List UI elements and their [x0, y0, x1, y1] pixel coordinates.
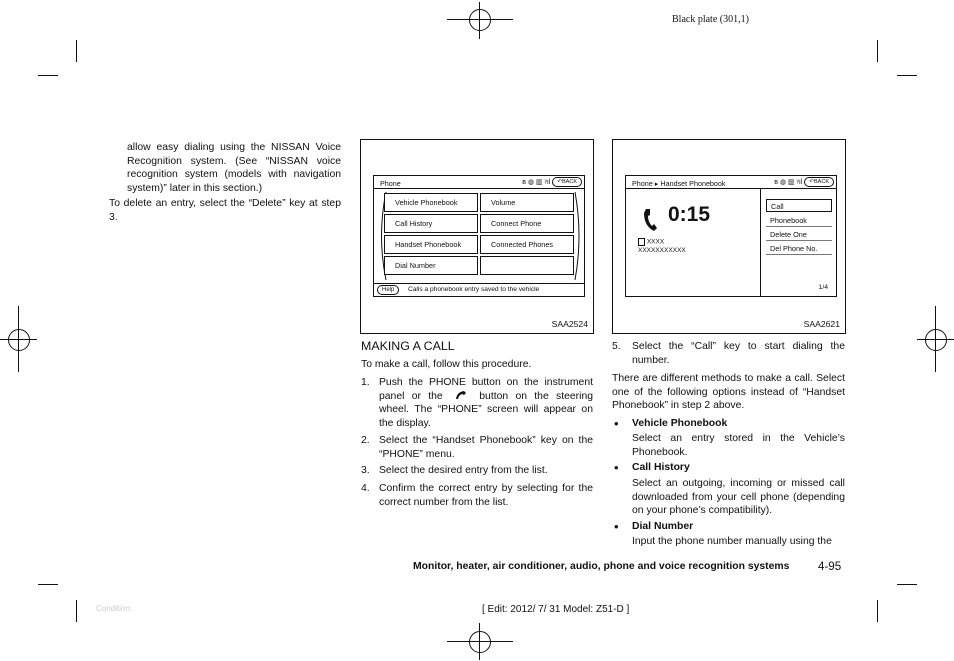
caller-info: XXXX XXXXXXXXXXX — [638, 238, 686, 254]
step-number: 3. — [361, 465, 370, 476]
left-para-1: allow easy dialing using the NISSAN Voice Recognition system. (See “NISSAN voice recognition system (models with navigation system)” later in this section.) — [127, 142, 341, 194]
call-timer: 0:15 — [668, 203, 711, 226]
bullet-text-dial-number: Input the phone number manually using the — [632, 536, 832, 547]
step-3: Select the desired entry from the list. — [379, 465, 548, 476]
footer-section-title: Monitor, heater, air conditioner, audio, phone and voice recognition systems — [413, 561, 790, 572]
btn-vehicle-phonebook[interactable]: Vehicle Phonebook — [384, 193, 478, 212]
call-panel — [626, 189, 761, 296]
step-number: 5. — [612, 341, 621, 352]
battery-icon: ▥ — [536, 179, 543, 186]
step-number: 2. — [361, 435, 370, 446]
side-menu — [766, 199, 834, 277]
btn-empty[interactable] — [480, 256, 574, 275]
menu-delete-one[interactable]: Delete One — [766, 228, 832, 241]
step-2: Select the “Handset Phonebook” key on the “PHONE” menu. — [379, 435, 593, 460]
back-icon: ↶ — [557, 179, 563, 185]
phonebook-screen — [625, 175, 837, 297]
methods-intro: There are different methods to make a call. Select one of the following options instead of “Handset Phonebook” in step 2 above. — [612, 373, 845, 412]
intro-text: To make a call, follow this procedure. — [361, 359, 532, 370]
bluetooth-icon: ʙ — [522, 178, 526, 186]
phone-signal-icon: ◍ — [527, 179, 535, 186]
bullet-title-vehicle-phonebook: Vehicle Phonebook — [632, 418, 728, 429]
edit-info: [ Edit: 2012/ 7/ 31 Model: Z51-D ] — [482, 604, 630, 615]
figure-phone-menu — [360, 139, 594, 334]
btn-connected-phones[interactable]: Connected Phones — [480, 235, 574, 254]
antenna-icon: ᵞıl — [544, 178, 551, 186]
antenna-icon: ᵞıl — [796, 178, 803, 186]
menu-call[interactable]: Call — [766, 199, 832, 212]
handset-icon — [642, 208, 658, 232]
bullet-title-call-history: Call History — [632, 462, 690, 473]
plate-label: Black plate (301,1) — [672, 14, 749, 25]
back-icon: ↶ — [809, 179, 815, 185]
back-button[interactable]: ↶BACK — [804, 177, 834, 187]
battery-icon: ▥ — [788, 179, 795, 186]
bullet-text-vehicle-phonebook: Select an entry stored in the Vehicle’s Phonebook. — [632, 433, 845, 458]
step-5: Select the “Call” key to start dialing the number. — [632, 341, 845, 366]
btn-connect-phone[interactable]: Connect Phone — [480, 214, 574, 233]
bullet-icon: • — [614, 460, 619, 475]
btn-dial-number[interactable]: Dial Number — [384, 256, 478, 275]
help-text: Calls a phonebook entry saved to the vehicle — [408, 286, 540, 293]
status-icons — [774, 177, 834, 187]
bluetooth-icon: ʙ — [774, 178, 778, 186]
btn-volume[interactable]: Volume — [480, 193, 574, 212]
back-button[interactable]: ↶BACK — [552, 177, 582, 187]
menu-del-phone-no[interactable]: Del Phone No. — [766, 242, 832, 255]
bullet-text-call-history: Select an outgoing, incoming or missed call downloaded from your cell phone (depending on your phone’s compatibility). — [632, 478, 845, 517]
help-button[interactable]: Help — [377, 285, 399, 295]
btn-call-history[interactable]: Call History — [384, 214, 478, 233]
step-number: 4. — [361, 483, 370, 494]
step-4: Confirm the correct entry by selecting for the correct number from the list. — [379, 483, 593, 508]
figure-caption: SAA2524 — [551, 319, 588, 329]
figure-handset-phonebook — [612, 139, 846, 334]
section-heading: MAKING A CALL — [361, 339, 455, 353]
btn-handset-phonebook[interactable]: Handset Phonebook — [384, 235, 478, 254]
contact-icon — [638, 238, 645, 246]
bullet-icon: • — [614, 519, 619, 534]
screen-title: Phone — [380, 179, 401, 188]
screen-title: Phone ▸ Handset Phonebook — [632, 179, 726, 188]
phone-call-icon — [454, 390, 468, 400]
bullet-icon: • — [614, 416, 619, 431]
step-number: 1. — [361, 377, 370, 388]
phone-signal-icon: ◍ — [779, 179, 787, 186]
phone-screen — [373, 175, 585, 297]
figure-caption: SAA2621 — [803, 319, 840, 329]
bullet-title-dial-number: Dial Number — [632, 521, 694, 532]
condition-label: Condition: — [96, 604, 133, 613]
status-icons — [522, 177, 582, 187]
page-number: 4-95 — [818, 560, 842, 573]
menu-phonebook[interactable]: Phonebook — [766, 214, 832, 227]
page-indicator: 1/4 — [818, 284, 828, 291]
left-para-2: To delete an entry, select the “Delete” key at step 3. — [109, 198, 341, 223]
step-1: Push the PHONE button on the instrument panel or the button on the steering wheel. The “PHONE” screen will appear on the display. — [379, 377, 593, 429]
